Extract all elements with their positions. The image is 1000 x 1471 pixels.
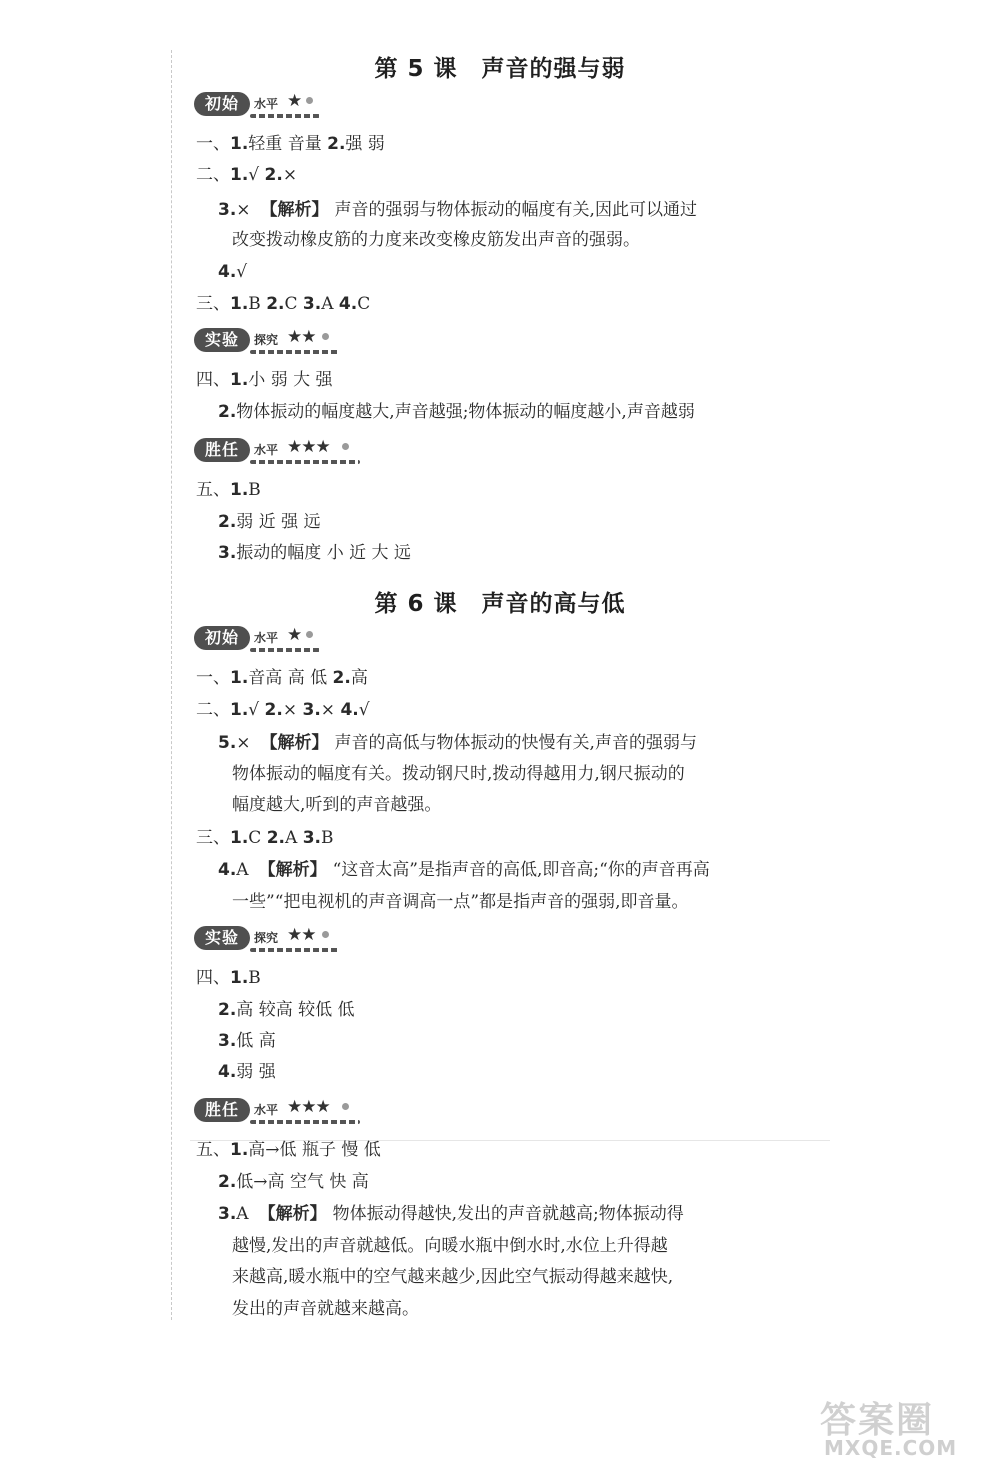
wave-underline [250, 1120, 360, 1124]
answer-line: 三、1.C 2.A 3.B [196, 828, 334, 848]
answer-line: 3.A 【解析】 物体振动得越快,发出的声音就越高;物体振动得 [218, 1204, 684, 1224]
answer-line: 四、1.小 弱 大 强 [196, 370, 333, 390]
section-sub: 水平 [254, 1103, 279, 1117]
answer-line: 幅度越大,听到的声音越强。 [232, 795, 442, 815]
answer-line: 三、1.B 2.C 3.A 4.C [196, 294, 371, 314]
star-rating-icon: ★★★ [287, 437, 330, 457]
section-label-beginner [194, 624, 364, 656]
section-label-beginner [194, 90, 364, 122]
section-label-experiment [194, 326, 364, 358]
section-sub: 探究 [254, 931, 279, 945]
answer-line: 2.物体振动的幅度越大,声音越强;物体振动的幅度越小,声音越弱 [218, 402, 695, 422]
section-label-experiment [194, 924, 364, 956]
star-rating-icon: ★ [287, 91, 302, 111]
answer-line: 5.× 【解析】 声音的高低与物体振动的快慢有关,声音的强弱与 [218, 733, 697, 753]
lesson-5-title [0, 50, 1000, 83]
answer-line: 2.高 较高 较低 低 [218, 1000, 355, 1020]
answer-line: 五、1.高→低 瓶子 慢 低 [196, 1140, 381, 1160]
margin-rule [171, 50, 172, 1320]
answer-line: 3.× 【解析】 声音的强弱与物体振动的幅度有关,因此可以通过 [218, 200, 697, 220]
star-rating-icon: ★ [287, 625, 302, 645]
answer-line: 四、1.B [196, 968, 261, 988]
lesson-6-title [0, 585, 1000, 618]
lesson-6-number: 第 6 课 [374, 591, 458, 617]
answer-line: 改变拨动橡皮筋的力度来改变橡皮筋发出声音的强弱。 [232, 230, 640, 250]
dot-icon [306, 97, 313, 104]
dot-icon [322, 333, 329, 340]
answer-line: 3.振动的幅度 小 近 大 远 [218, 543, 411, 563]
section-badge: 实验 [194, 926, 250, 950]
answer-line: 二、1.√ 2.× [196, 165, 298, 185]
answer-line: 2.低→高 空气 快 高 [218, 1172, 369, 1192]
answer-line: 3.低 高 [218, 1031, 276, 1051]
watermark-text: 答案圈 [820, 1400, 935, 1441]
answer-line: 2.弱 近 强 远 [218, 512, 321, 532]
section-badge: 初始 [194, 626, 250, 650]
section-sub: 探究 [254, 333, 279, 347]
wave-underline [250, 460, 360, 464]
wave-underline [250, 948, 340, 952]
section-badge: 初始 [194, 92, 250, 116]
section-badge: 胜任 [194, 438, 250, 462]
analysis-tag: 【解析】 [260, 200, 329, 220]
dot-icon [322, 931, 329, 938]
section-label-competent [194, 436, 364, 468]
dot-icon [306, 631, 313, 638]
answer-line: 二、1.√ 2.× 3.× 4.√ [196, 700, 370, 720]
answer-line: 五、1.B [196, 480, 261, 500]
section-sub: 水平 [254, 97, 279, 111]
star-rating-icon: ★★ [287, 925, 316, 945]
watermark-logo [780, 1392, 990, 1462]
answer-line: 4.弱 强 [218, 1062, 276, 1082]
answer-line: 一、1.轻重 音量 2.强 弱 [196, 134, 385, 154]
watermark-url: MXQE.COM [824, 1436, 958, 1460]
answer-line: 4.A 【解析】 “这音太高”是指声音的高低,即音高;“你的声音再高 [218, 860, 710, 880]
section-sub: 水平 [254, 443, 279, 457]
star-rating-icon: ★★★ [287, 1097, 330, 1117]
section-badge: 胜任 [194, 1098, 250, 1122]
dot-icon [342, 1103, 349, 1110]
answer-line: 一些”“把电视机的声音调高一点”都是指声音的强弱,即音量。 [232, 892, 689, 912]
section-label-competent [194, 1096, 364, 1128]
wave-underline [250, 350, 340, 354]
star-rating-icon: ★★ [287, 327, 316, 347]
lesson-6-name: 声音的高与低 [481, 591, 626, 617]
lesson-5-name: 声音的强与弱 [481, 56, 626, 82]
answer-line: 来越高,暖水瓶中的空气越来越少,因此空气振动得越来越快, [232, 1267, 674, 1287]
answer-line: 4.√ [218, 262, 248, 282]
section-sub: 水平 [254, 631, 279, 645]
dot-icon [342, 443, 349, 450]
wave-underline [250, 648, 320, 652]
wave-underline [250, 114, 320, 118]
answer-line: 物体振动的幅度有关。拨动钢尺时,拨动得越用力,钢尺振动的 [232, 764, 685, 784]
analysis-tag: 【解析】 [258, 860, 327, 880]
lesson-5-number: 第 5 课 [374, 56, 458, 82]
answer-line: 发出的声音就越来越高。 [232, 1299, 419, 1319]
analysis-tag: 【解析】 [260, 733, 329, 753]
answer-line: 一、1.音高 高 低 2.高 [196, 668, 368, 688]
analysis-tag: 【解析】 [258, 1204, 327, 1224]
section-badge: 实验 [194, 328, 250, 352]
answer-line: 越慢,发出的声音就越低。向暖水瓶中倒水时,水位上升得越 [232, 1236, 668, 1256]
